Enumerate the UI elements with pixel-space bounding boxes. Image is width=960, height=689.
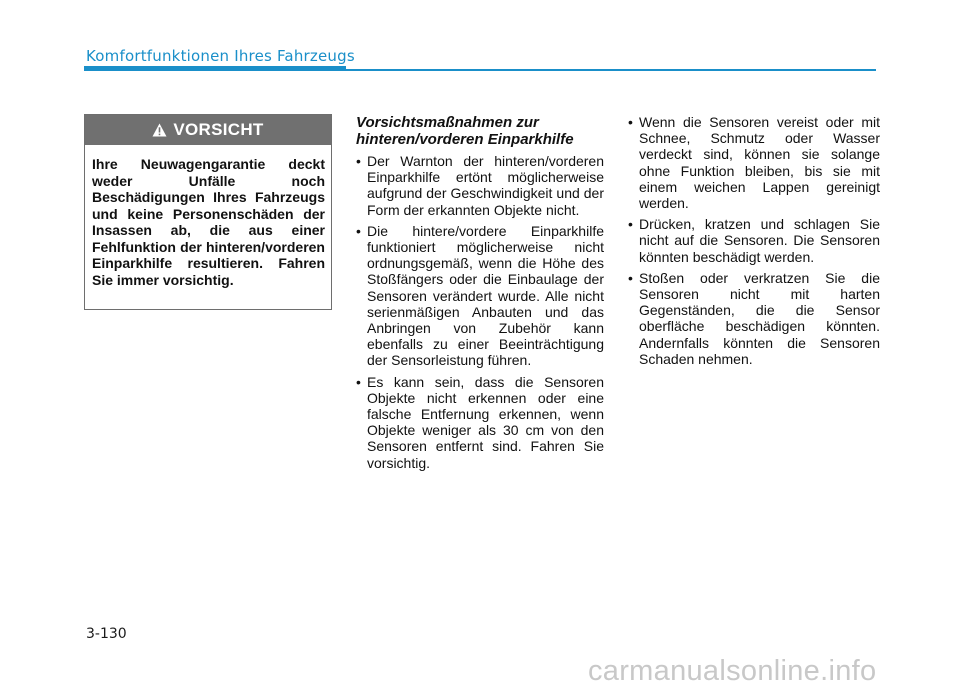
list-item: • Die hintere/vordere Einparkhilfe funktioniert möglicherweise nicht ordnungsgemäß, wenn die Höhe des Stoßfängers oder die Einbaulage der Sensoren verändert wurde. Alle nicht serienmäßigen Anbauten und das Anbringen von Zubehör kann ebenfalls zu einer Beeinträchtigung der Sensorleistung führen.: [356, 223, 604, 369]
section-title: Vorsichtsmaßnahmen zur hinteren/vorderen Einparkhilfe: [356, 114, 574, 148]
caution-text: Ihre Neuwagengarantie deckt weder Unfälle noch Beschädigungen Ihres Fahrzeugs und keine Personenschäden der Insassen ab, die aus einer Fehlfunktion der hinteren/vorderen Einparkhilfe resultieren. Fahren Sie immer vorsichtig.: [92, 156, 325, 288]
bullet-list-right: [628, 114, 880, 367]
list-item: • Stoßen oder verkratzen Sie die Sensoren nicht mit harten Gegenständen, die die Sensor oberfläche beschädigen könnten. Andernfalls könnten die Sensoren Schaden nehmen.: [628, 270, 880, 367]
header-rule-thick: [84, 66, 346, 71]
page-number: 3-130: [86, 626, 127, 642]
caution-header: [85, 115, 331, 145]
caution-heading: VORSICHT: [173, 120, 264, 139]
warning-triangle-icon: [152, 123, 167, 137]
watermark: carmanualsonline.info: [588, 655, 877, 687]
list-item: • Der Warnton der hinteren/vorderen Einparkhilfe ertönt möglicherweise aufgrund der Geschwindigkeit und der Form der erkannten Objekte nicht.: [356, 153, 604, 218]
section-header-title: Komfortfunktionen Ihres Fahrzeugs: [86, 47, 355, 65]
header-rule-thin: [346, 69, 876, 71]
content-column-right: [628, 114, 880, 372]
list-item: • Drücken, kratzen und schlagen Sie nicht auf die Sensoren. Die Sensoren könnten beschädigt werden.: [628, 216, 880, 265]
list-item: • Wenn die Sensoren vereist oder mit Schnee, Schmutz oder Wasser verdeckt sind, können sie solange ohne Funktion bleiben, bis sie mit einem weichen Lappen gereinigt werden.: [628, 114, 880, 211]
caution-box: [84, 114, 332, 310]
bullet-list-middle: [356, 153, 604, 471]
list-item: • Es kann sein, dass die Sensoren Objekte nicht erkennen oder eine falsche Entfernung erkennen, wenn Objekte weniger als 30 cm von den Sensoren entfernt sind. Fahren Sie vorsichtig.: [356, 374, 604, 471]
content-column-middle: [356, 114, 604, 476]
